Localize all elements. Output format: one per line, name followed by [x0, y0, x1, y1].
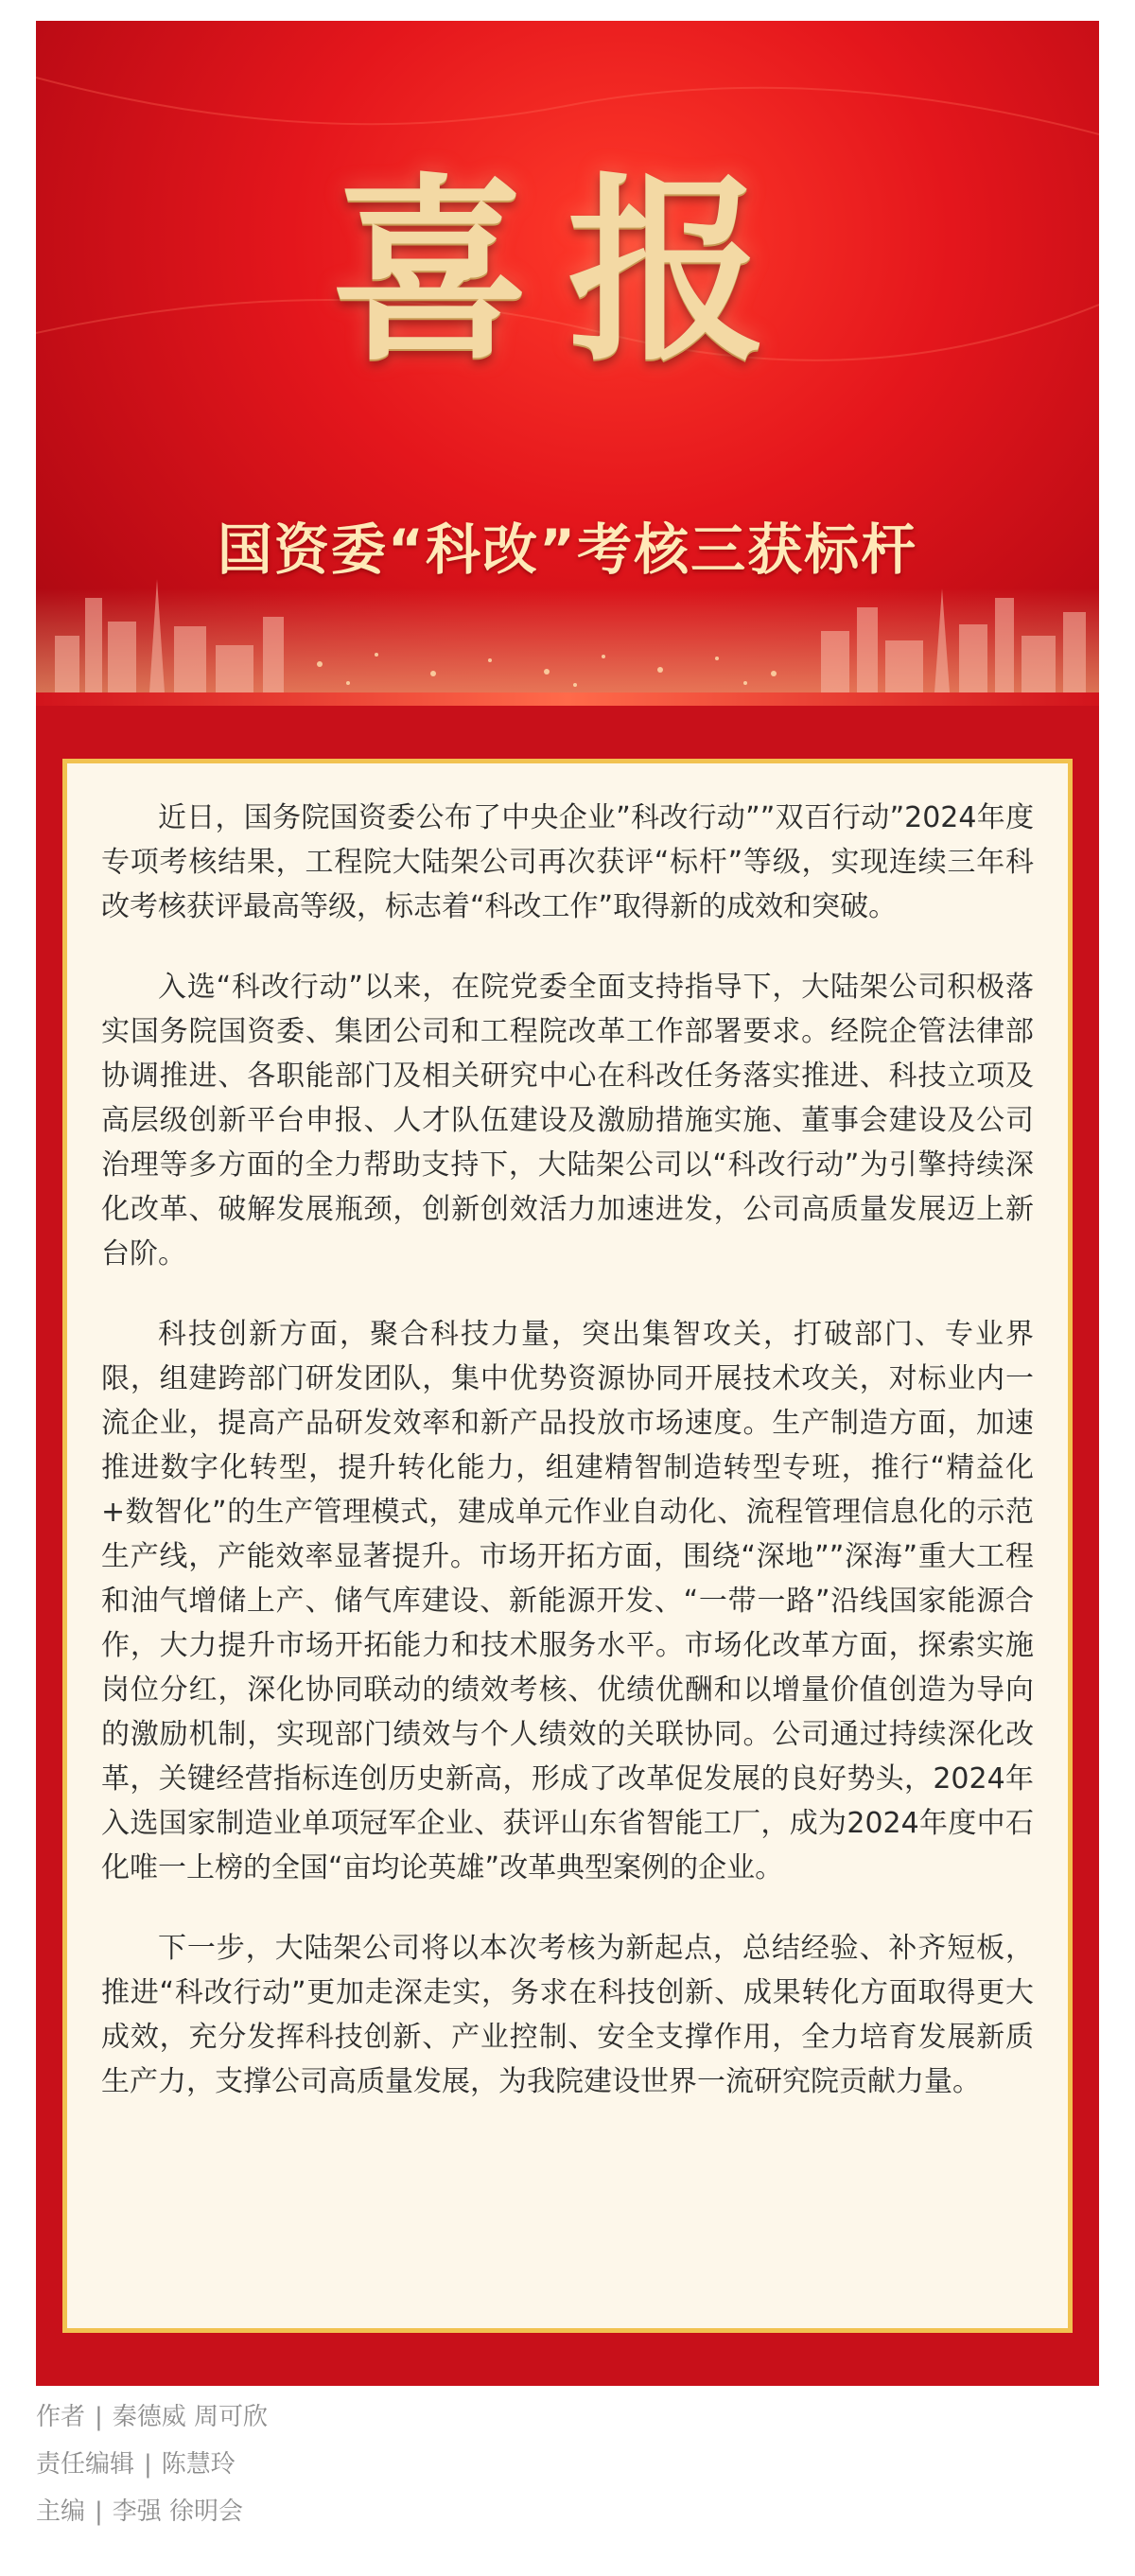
article-body [101, 796, 1034, 2140]
credit-chief-editor [36, 2488, 268, 2535]
credit-separator: | [95, 2497, 103, 2526]
paragraph: 科技创新方面，聚合科技力量，突出集智攻关，打破部门、专业界限，组建跨部门研发团队，集中优势资源协同开展技术攻关，对标业内一流企业，提高产品研发效率和新产品投放市场速度。生产制造方面，加速推进数字化转型，提升转化能力，组建精智制造转型专班，推行“精益化+数智化”的生产管理模式，建成单元作业自动化、流程管理信息化的示范生产线，产能效率显著提升。市场开拓方面，围绕“深地””深海”重大工程和油气增储上产、储气库建设、新能源开发、“一带一路”沿线国家能源合作，大力提升市场开拓能力和技术服务水平。市场化改革方面，探索实施岗位分红，深化协同联动的绩效考核、优绩优酬和以增量价值创造为导向的激励机制，实现部门绩效与个人绩效的关联协同。公司通过持续深化改革，关键经营指标连创历史新高，形成了改革促发展的良好势头，2024年入选国家制造业单项冠军企业、获评山东省智能工厂，成为2024年度中石化唯一上榜的全国“亩均论英雄”改革典型案例的企业。 [101, 1318, 1034, 1884]
banner-base [36, 706, 1099, 740]
credit-names: 李强 徐明会 [112, 2497, 244, 2526]
credits [36, 2393, 268, 2535]
subtitle: 国资委“科改”考核三获标杆 [217, 517, 918, 582]
banner [36, 21, 1099, 740]
credit-author [36, 2393, 268, 2441]
article-frame [62, 759, 1073, 2333]
credit-names: 秦德威 周可欣 [112, 2403, 269, 2431]
paragraph: 入选“科改行动”以来，在院党委全面支持指导下，大陆架公司积极落实国务院国资委、集团公司和工程院改革工作部署要求。经院企管法律部协调推进、各职能部门及相关研究中心在科改任务落实推进、科技立项及高层级创新平台申报、人才队伍建设及激励措施实施、董事会建设及公司治理等多方面的全力帮助支持下，大陆架公司以“科改行动”为引擎持续深化改革、破解发展瓶颈，创新创效活力加速进发，公司高质量发展迈上新台阶。 [101, 971, 1034, 1270]
light-band [36, 692, 1099, 706]
paragraph: 近日，国务院国资委公布了中央企业”科改行动””双百行动”2024年度专项考核结果，工程院大陆架公司再次获评“标杆”等级，实现连续三年科改考核获评最高等级，标志着“科改工作”取得新的成效和突破。 [101, 801, 1034, 923]
credit-editor [36, 2441, 268, 2488]
headline: 喜报 [330, 154, 804, 388]
credit-role: 责任编辑 [36, 2450, 135, 2479]
credit-separator: | [95, 2403, 103, 2431]
swirl-line [36, 78, 1099, 134]
paragraph: 下一步，大陆架公司将以本次考核为新起点，总结经验、补齐短板，推进“科改行动”更加走深走实，务求在科技创新、成果转化方面取得更大成效，充分发挥科技创新、产业控制、安全支撑作用，全力培育发展新质生产力，支撑公司高质量发展，为我院建设世界一流研究院贡献力量。 [101, 1932, 1034, 2098]
credit-role: 作者 [36, 2403, 86, 2431]
announcement-poster [36, 21, 1099, 2386]
credit-names: 陈慧玲 [161, 2450, 236, 2479]
credit-separator: | [144, 2450, 152, 2479]
credit-role: 主编 [36, 2497, 86, 2526]
